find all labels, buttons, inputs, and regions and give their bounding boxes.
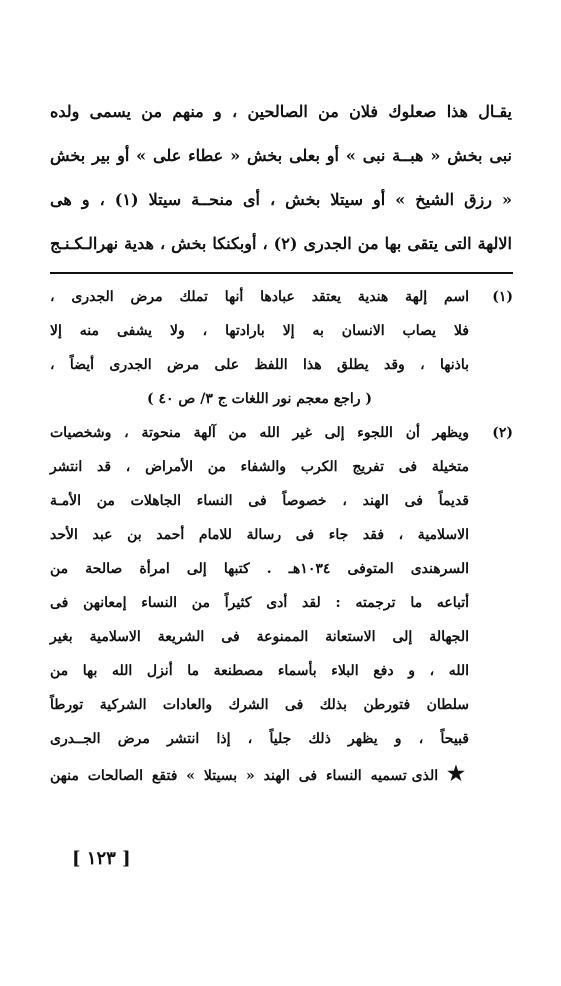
footnote-line: السرهندى المتوفى ١٠٣٤هـ . كتبها إلى امرأة صالحة من	[50, 561, 469, 577]
footnote-reference: ( راجع معجم نور اللغات ج ٣/ ص ٤٠ )	[146, 391, 373, 407]
footnote-number: (٢)	[492, 425, 513, 441]
star-icon: ★	[447, 761, 469, 785]
footnote-divider	[50, 272, 513, 274]
footnotes	[50, 280, 513, 793]
footnote-line: فلا يصاب الانسان به إلا بارادتها ، ولا يشفى منه إلا	[50, 323, 469, 339]
main-text-line: الالهة التى يتقى بها من الجدرى (٢) ، أوبكنكا بخش ، هدية نهرالـكـنـج	[50, 234, 512, 253]
footnote-line: الجهالة إلى الاستعانة الممنوعة فى الشريعة الاسلامية بغير	[50, 629, 469, 645]
footnote-line: الله ، و دفع البلاء بأسماء مصطنعة ما أنزل الله بها من	[50, 663, 469, 679]
footnote-1	[50, 280, 513, 416]
footnote-line: سلطان فتورطن بذلك فى الشرك والعادات الشركية تورطاً	[50, 697, 469, 713]
footnote-line: باذنها ، وقد يطلق هذا اللفظ على مرض الجدرى أيضاً ،	[50, 357, 469, 373]
footnote-line: متخيلة فى تفريج الكرب والشفاء من الأمراض ، قد انتشر	[50, 459, 469, 475]
footnote-line: اسم إلهة هندية يعتقد عبادها أنها تملك مرض الجدرى ،	[50, 289, 469, 305]
footnote-line: الاسلامية ، فقد جاء فى رسالة للامام أحمد بن عبد الأحد	[50, 527, 469, 543]
main-text	[50, 90, 512, 266]
footnote-line: قبيحاً ، و يظهر ذلك جلياً ، إذا انتشر مرض الجــدرى	[50, 731, 469, 747]
main-text-line: نبى بخش « هبــة نبى » أو بعلى بخش « عطاء على » أو بير بخش	[50, 146, 512, 165]
footnote-line: قديماً فى الهند ، خصوصاً فى النساء الجاهلات من الأمـة	[50, 493, 469, 509]
footnote-line: ويظهر أن اللجوء إلى غير الله من آلهة منحوتة ، وشخصيات	[50, 425, 469, 441]
footnote-line-text: الذى تسميه النساء فى الهند « بسيتلا » فتقع الصالحات منهن	[50, 768, 439, 784]
main-text-line: « رزق الشيخ » أو سيتلا بخش ، أى منحــة سيتلا (١) ، و هى	[50, 190, 513, 209]
footnote-number: (١)	[492, 289, 513, 305]
footnote-line	[50, 756, 469, 793]
footnote-line: أتباعه ما ترجمته : لقد أدى كثيراً من النساء إمعانهن فى	[50, 595, 469, 611]
page-number: [ ١٢٣ ]	[72, 848, 131, 869]
main-text-line: يقـال هذا صعلوك فلان من الصالحين ، و منهم من يسمى ولده	[50, 102, 512, 121]
footnote-2	[50, 416, 513, 793]
